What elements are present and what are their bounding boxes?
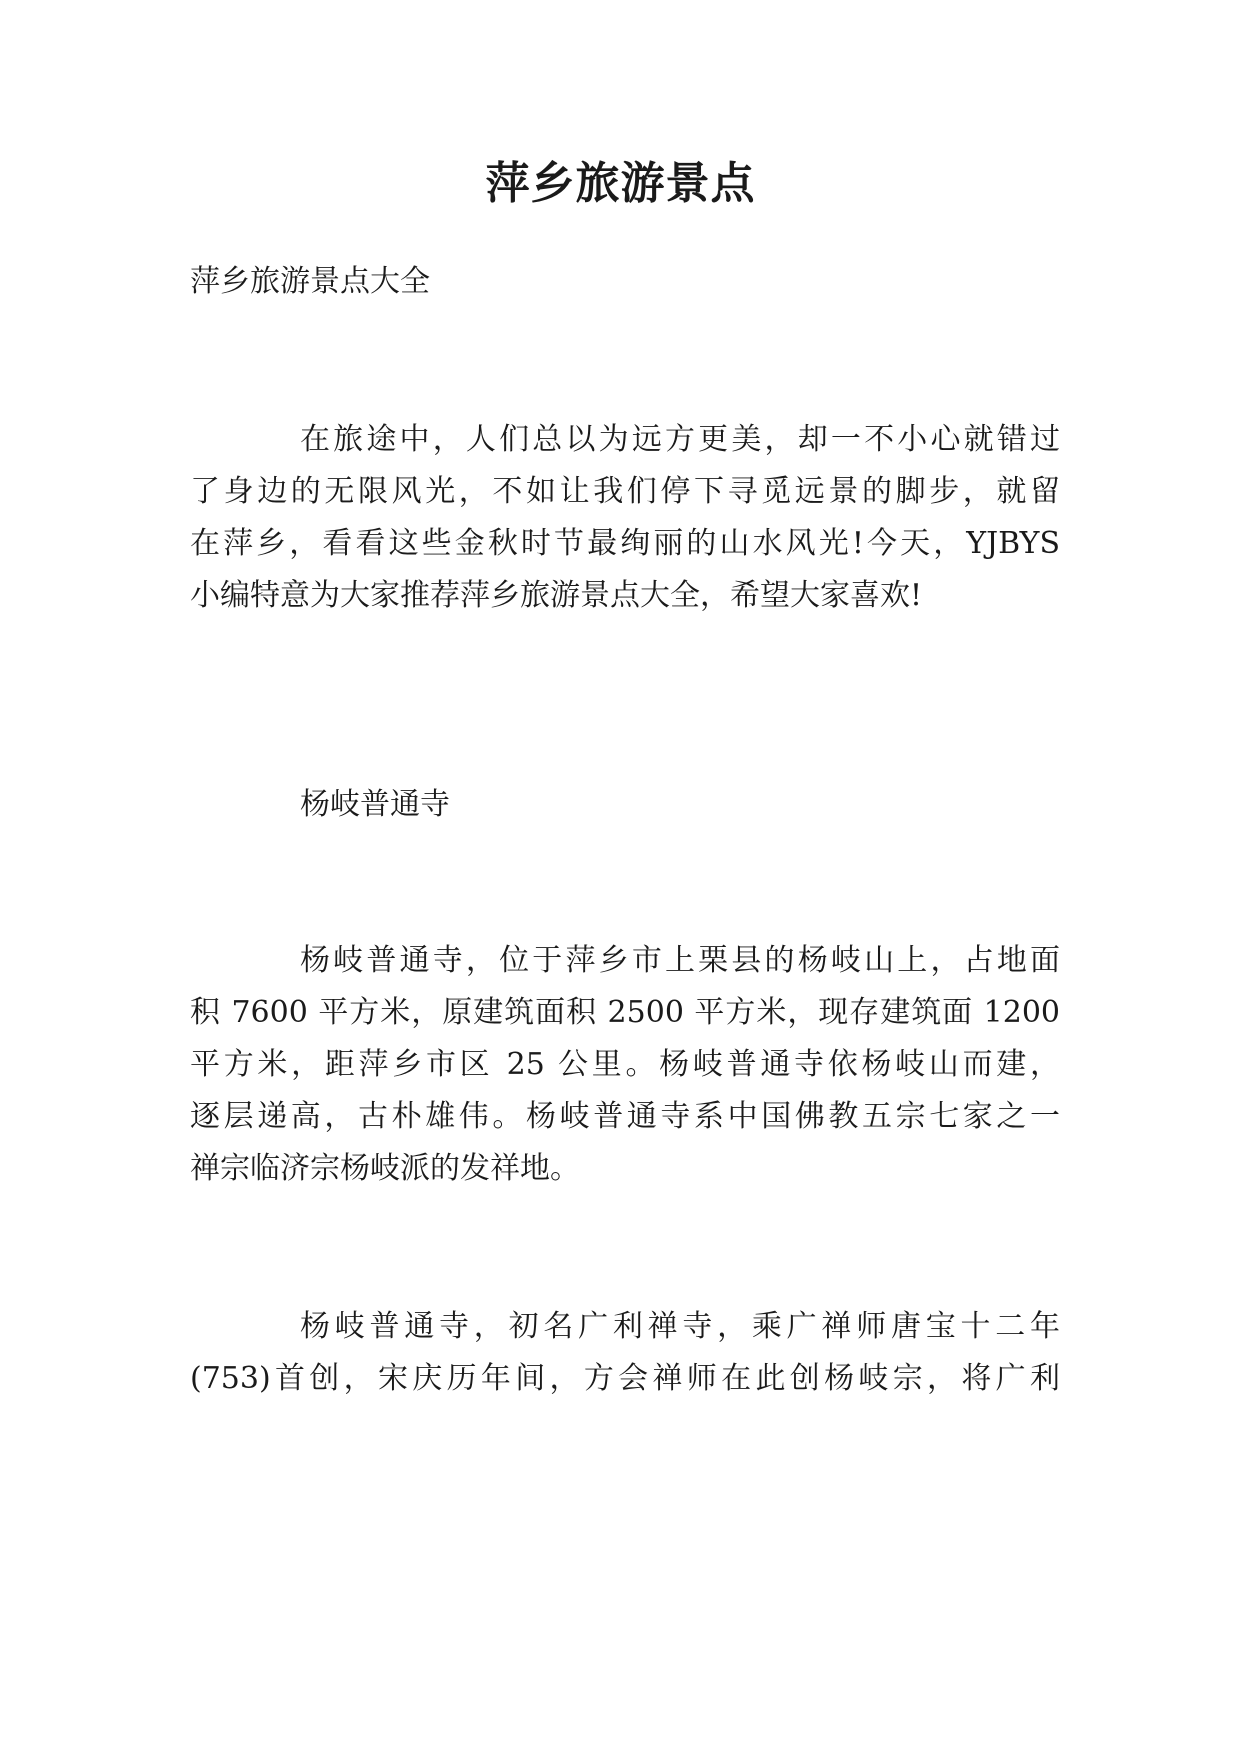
paragraph1-line-1: 杨岐普通寺，位于萍乡市上栗县的杨岐山上，占地面 bbox=[300, 943, 1060, 978]
section-heading: 杨岐普通寺 bbox=[300, 787, 450, 822]
intro-line-4: 小编特意为大家推荐萍乡旅游景点大全，希望大家喜欢! bbox=[190, 578, 923, 613]
intro-line-3: 在萍乡，看看这些金秋时节最绚丽的山水风光!今天，YJBYS bbox=[190, 526, 1060, 561]
document-title: 萍乡旅游景点 bbox=[485, 158, 756, 209]
paragraph2-line-1: 杨岐普通寺，初名广利禅寺，乘广禅师唐宝十二年 bbox=[300, 1309, 1060, 1344]
intro-line-2: 了身边的无限风光，不如让我们停下寻觅远景的脚步，就留 bbox=[190, 474, 1060, 509]
intro-line-1: 在旅途中，人们总以为远方更美，却一不小心就错过 bbox=[300, 422, 1060, 457]
paragraph1-line-4: 逐层递高，古朴雄伟。杨岐普通寺系中国佛教五宗七家之一 bbox=[190, 1099, 1060, 1134]
paragraph1-line-3: 平方米，距萍乡市区 25 公里。杨岐普通寺依杨岐山而建， bbox=[190, 1047, 1060, 1082]
document-subtitle: 萍乡旅游景点大全 bbox=[190, 264, 430, 299]
paragraph1-line-5: 禅宗临济宗杨岐派的发祥地。 bbox=[190, 1151, 580, 1186]
paragraph1-line-2: 积 7600 平方米，原建筑面积 2500 平方米，现存建筑面 1200 bbox=[190, 995, 1060, 1030]
paragraph2-line-2: (753)首创，宋庆历年间，方会禅师在此创杨岐宗，将广利 bbox=[190, 1361, 1060, 1396]
